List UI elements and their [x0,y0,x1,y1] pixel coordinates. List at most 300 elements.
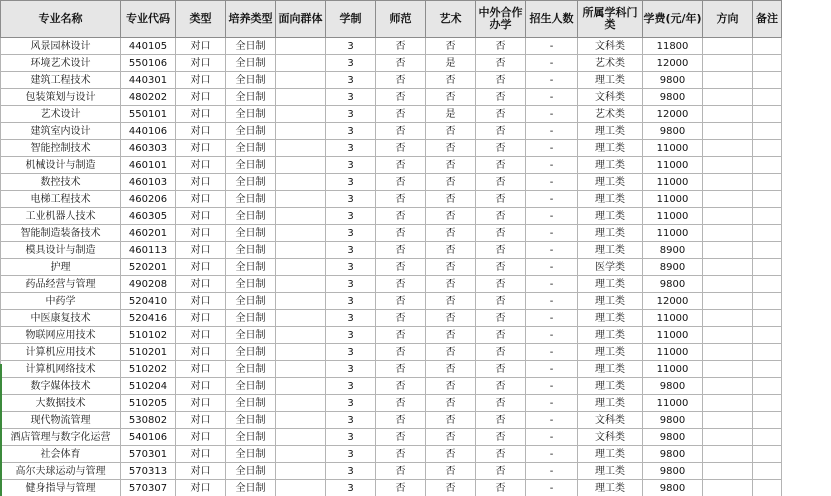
cell-duration[interactable]: 3 [326,344,376,361]
cell-art[interactable]: 否 [426,395,476,412]
cell-target-group[interactable] [276,463,326,480]
cell-tuition[interactable]: 9800 [643,378,703,395]
cell-target-group[interactable] [276,38,326,55]
cell-duration[interactable]: 3 [326,89,376,106]
cell-discipline[interactable]: 理工类 [578,242,643,259]
cell-enrollment-count[interactable]: - [526,310,578,327]
cell-type[interactable]: 对口 [176,191,226,208]
cell-major-name[interactable]: 中药学 [1,293,121,310]
cell-major-code[interactable]: 510202 [121,361,176,378]
cell-type[interactable]: 对口 [176,429,226,446]
cell-enrollment-count[interactable]: - [526,174,578,191]
cell-art[interactable]: 否 [426,276,476,293]
cell-major-code[interactable]: 460113 [121,242,176,259]
cell-direction[interactable] [703,361,753,378]
cell-sino-foreign[interactable]: 否 [476,225,526,242]
cell-sino-foreign[interactable]: 否 [476,55,526,72]
cell-sino-foreign[interactable]: 否 [476,38,526,55]
cell-art[interactable]: 否 [426,344,476,361]
cell-normal-school[interactable]: 否 [376,480,426,496]
cell-major-code[interactable]: 530802 [121,412,176,429]
cell-sino-foreign[interactable]: 否 [476,191,526,208]
cell-remarks[interactable] [753,310,782,327]
cell-duration[interactable]: 3 [326,259,376,276]
cell-discipline[interactable]: 理工类 [578,191,643,208]
cell-target-group[interactable] [276,174,326,191]
cell-tuition[interactable]: 11000 [643,361,703,378]
cell-remarks[interactable] [753,38,782,55]
column-header-enrollment-count[interactable]: 招生人数 [526,1,578,38]
cell-type[interactable]: 对口 [176,242,226,259]
cell-enrollment-count[interactable]: - [526,140,578,157]
cell-sino-foreign[interactable]: 否 [476,174,526,191]
cell-discipline[interactable]: 理工类 [578,480,643,496]
cell-major-name[interactable]: 机械设计与制造 [1,157,121,174]
cell-duration[interactable]: 3 [326,327,376,344]
cell-remarks[interactable] [753,361,782,378]
cell-discipline[interactable]: 理工类 [578,140,643,157]
cell-direction[interactable] [703,344,753,361]
cell-discipline[interactable]: 文科类 [578,38,643,55]
cell-target-group[interactable] [276,55,326,72]
cell-art[interactable]: 否 [426,327,476,344]
cell-direction[interactable] [703,55,753,72]
column-header-duration[interactable]: 学制 [326,1,376,38]
cell-target-group[interactable] [276,276,326,293]
cell-direction[interactable] [703,293,753,310]
cell-duration[interactable]: 3 [326,225,376,242]
cell-type[interactable]: 对口 [176,310,226,327]
column-header-major-code[interactable]: 专业代码 [121,1,176,38]
column-header-sino-foreign[interactable]: 中外合作办学 [476,1,526,38]
column-header-type[interactable]: 类型 [176,1,226,38]
cell-tuition[interactable]: 11000 [643,140,703,157]
cell-major-code[interactable]: 510204 [121,378,176,395]
cell-training-type[interactable]: 全日制 [226,157,276,174]
cell-major-code[interactable]: 510205 [121,395,176,412]
cell-enrollment-count[interactable]: - [526,327,578,344]
cell-discipline[interactable]: 理工类 [578,157,643,174]
cell-training-type[interactable]: 全日制 [226,378,276,395]
cell-sino-foreign[interactable]: 否 [476,208,526,225]
column-header-normal-school[interactable]: 师范 [376,1,426,38]
cell-discipline[interactable]: 艺术类 [578,55,643,72]
cell-major-code[interactable]: 510201 [121,344,176,361]
cell-sino-foreign[interactable]: 否 [476,157,526,174]
column-header-target-group[interactable]: 面向群体 [276,1,326,38]
cell-direction[interactable] [703,106,753,123]
cell-discipline[interactable]: 理工类 [578,123,643,140]
cell-normal-school[interactable]: 否 [376,242,426,259]
cell-training-type[interactable]: 全日制 [226,259,276,276]
cell-major-code[interactable]: 440301 [121,72,176,89]
cell-remarks[interactable] [753,89,782,106]
cell-art[interactable]: 是 [426,106,476,123]
cell-training-type[interactable]: 全日制 [226,242,276,259]
cell-type[interactable]: 对口 [176,72,226,89]
cell-enrollment-count[interactable]: - [526,157,578,174]
cell-remarks[interactable] [753,140,782,157]
cell-sino-foreign[interactable]: 否 [476,446,526,463]
cell-duration[interactable]: 3 [326,276,376,293]
cell-target-group[interactable] [276,395,326,412]
cell-normal-school[interactable]: 否 [376,208,426,225]
cell-tuition[interactable]: 11000 [643,395,703,412]
cell-tuition[interactable]: 11000 [643,191,703,208]
cell-tuition[interactable]: 9800 [643,123,703,140]
cell-normal-school[interactable]: 否 [376,412,426,429]
cell-enrollment-count[interactable]: - [526,463,578,480]
cell-tuition[interactable]: 12000 [643,293,703,310]
cell-discipline[interactable]: 理工类 [578,174,643,191]
cell-target-group[interactable] [276,480,326,496]
cell-discipline[interactable]: 理工类 [578,72,643,89]
cell-major-name[interactable]: 包装策划与设计 [1,89,121,106]
cell-duration[interactable]: 3 [326,208,376,225]
cell-major-code[interactable]: 460305 [121,208,176,225]
cell-duration[interactable]: 3 [326,293,376,310]
cell-discipline[interactable]: 文科类 [578,412,643,429]
cell-normal-school[interactable]: 否 [376,463,426,480]
cell-remarks[interactable] [753,157,782,174]
column-header-direction[interactable]: 方向 [703,1,753,38]
cell-normal-school[interactable]: 否 [376,174,426,191]
cell-sino-foreign[interactable]: 否 [476,412,526,429]
cell-major-name[interactable]: 酒店管理与数字化运营 [1,429,121,446]
cell-training-type[interactable]: 全日制 [226,89,276,106]
cell-art[interactable]: 否 [426,429,476,446]
cell-remarks[interactable] [753,106,782,123]
cell-type[interactable]: 对口 [176,480,226,496]
cell-direction[interactable] [703,276,753,293]
cell-type[interactable]: 对口 [176,412,226,429]
cell-tuition[interactable]: 11000 [643,208,703,225]
cell-major-name[interactable]: 建筑工程技术 [1,72,121,89]
cell-major-code[interactable]: 520416 [121,310,176,327]
cell-remarks[interactable] [753,55,782,72]
cell-direction[interactable] [703,259,753,276]
cell-remarks[interactable] [753,259,782,276]
cell-sino-foreign[interactable]: 否 [476,276,526,293]
cell-type[interactable]: 对口 [176,293,226,310]
cell-training-type[interactable]: 全日制 [226,208,276,225]
cell-target-group[interactable] [276,191,326,208]
cell-art[interactable]: 否 [426,174,476,191]
cell-duration[interactable]: 3 [326,72,376,89]
cell-type[interactable]: 对口 [176,106,226,123]
cell-target-group[interactable] [276,72,326,89]
cell-target-group[interactable] [276,446,326,463]
cell-major-code[interactable]: 460201 [121,225,176,242]
cell-training-type[interactable]: 全日制 [226,446,276,463]
cell-major-name[interactable]: 模具设计与制造 [1,242,121,259]
cell-enrollment-count[interactable]: - [526,208,578,225]
cell-type[interactable]: 对口 [176,361,226,378]
cell-remarks[interactable] [753,123,782,140]
cell-art[interactable]: 否 [426,140,476,157]
cell-major-name[interactable]: 计算机网络技术 [1,361,121,378]
cell-major-code[interactable]: 460103 [121,174,176,191]
cell-major-code[interactable]: 570313 [121,463,176,480]
cell-direction[interactable] [703,38,753,55]
cell-major-code[interactable]: 570301 [121,446,176,463]
cell-training-type[interactable]: 全日制 [226,395,276,412]
cell-direction[interactable] [703,378,753,395]
cell-normal-school[interactable]: 否 [376,378,426,395]
cell-major-name[interactable]: 环境艺术设计 [1,55,121,72]
cell-target-group[interactable] [276,123,326,140]
cell-training-type[interactable]: 全日制 [226,123,276,140]
cell-art[interactable]: 否 [426,225,476,242]
cell-discipline[interactable]: 文科类 [578,429,643,446]
cell-enrollment-count[interactable]: - [526,293,578,310]
cell-sino-foreign[interactable]: 否 [476,106,526,123]
cell-training-type[interactable]: 全日制 [226,344,276,361]
cell-tuition[interactable]: 9800 [643,446,703,463]
cell-major-name[interactable]: 电梯工程技术 [1,191,121,208]
cell-normal-school[interactable]: 否 [376,72,426,89]
cell-major-name[interactable]: 智能制造装备技术 [1,225,121,242]
cell-remarks[interactable] [753,480,782,496]
cell-remarks[interactable] [753,463,782,480]
cell-target-group[interactable] [276,361,326,378]
cell-art[interactable]: 否 [426,89,476,106]
cell-remarks[interactable] [753,446,782,463]
cell-direction[interactable] [703,191,753,208]
cell-training-type[interactable]: 全日制 [226,72,276,89]
cell-major-name[interactable]: 数字媒体技术 [1,378,121,395]
cell-training-type[interactable]: 全日制 [226,412,276,429]
cell-enrollment-count[interactable]: - [526,225,578,242]
cell-art[interactable]: 否 [426,446,476,463]
cell-tuition[interactable]: 9800 [643,480,703,496]
cell-sino-foreign[interactable]: 否 [476,344,526,361]
column-header-art[interactable]: 艺术 [426,1,476,38]
cell-normal-school[interactable]: 否 [376,225,426,242]
cell-normal-school[interactable]: 否 [376,140,426,157]
column-header-training-type[interactable]: 培养类型 [226,1,276,38]
cell-enrollment-count[interactable]: - [526,191,578,208]
cell-major-name[interactable]: 大数据技术 [1,395,121,412]
cell-remarks[interactable] [753,208,782,225]
cell-direction[interactable] [703,480,753,496]
cell-type[interactable]: 对口 [176,378,226,395]
cell-remarks[interactable] [753,412,782,429]
cell-duration[interactable]: 3 [326,106,376,123]
cell-duration[interactable]: 3 [326,55,376,72]
cell-discipline[interactable]: 理工类 [578,276,643,293]
cell-direction[interactable] [703,72,753,89]
cell-normal-school[interactable]: 否 [376,157,426,174]
cell-sino-foreign[interactable]: 否 [476,89,526,106]
cell-sino-foreign[interactable]: 否 [476,259,526,276]
cell-sino-foreign[interactable]: 否 [476,480,526,496]
cell-duration[interactable]: 3 [326,310,376,327]
cell-duration[interactable]: 3 [326,191,376,208]
cell-art[interactable]: 否 [426,38,476,55]
cell-target-group[interactable] [276,344,326,361]
cell-discipline[interactable]: 理工类 [578,225,643,242]
cell-major-name[interactable]: 物联网应用技术 [1,327,121,344]
cell-direction[interactable] [703,310,753,327]
cell-normal-school[interactable]: 否 [376,89,426,106]
cell-tuition[interactable]: 9800 [643,72,703,89]
cell-duration[interactable]: 3 [326,242,376,259]
cell-major-name[interactable]: 数控技术 [1,174,121,191]
cell-enrollment-count[interactable]: - [526,378,578,395]
cell-direction[interactable] [703,123,753,140]
cell-tuition[interactable]: 11000 [643,310,703,327]
cell-type[interactable]: 对口 [176,463,226,480]
cell-art[interactable]: 是 [426,55,476,72]
cell-sino-foreign[interactable]: 否 [476,327,526,344]
cell-duration[interactable]: 3 [326,480,376,496]
cell-art[interactable]: 否 [426,157,476,174]
cell-art[interactable]: 否 [426,310,476,327]
cell-sino-foreign[interactable]: 否 [476,395,526,412]
cell-enrollment-count[interactable]: - [526,242,578,259]
cell-target-group[interactable] [276,157,326,174]
cell-type[interactable]: 对口 [176,157,226,174]
cell-type[interactable]: 对口 [176,55,226,72]
cell-type[interactable]: 对口 [176,225,226,242]
cell-duration[interactable]: 3 [326,395,376,412]
cell-sino-foreign[interactable]: 否 [476,293,526,310]
cell-discipline[interactable]: 理工类 [578,208,643,225]
cell-tuition[interactable]: 12000 [643,106,703,123]
cell-major-code[interactable]: 480202 [121,89,176,106]
cell-direction[interactable] [703,412,753,429]
cell-remarks[interactable] [753,225,782,242]
cell-direction[interactable] [703,174,753,191]
cell-tuition[interactable]: 11000 [643,327,703,344]
cell-duration[interactable]: 3 [326,140,376,157]
cell-major-code[interactable]: 550101 [121,106,176,123]
cell-enrollment-count[interactable]: - [526,276,578,293]
cell-direction[interactable] [703,429,753,446]
cell-enrollment-count[interactable]: - [526,72,578,89]
cell-direction[interactable] [703,140,753,157]
cell-art[interactable]: 否 [426,72,476,89]
cell-enrollment-count[interactable]: - [526,412,578,429]
cell-tuition[interactable]: 9800 [643,412,703,429]
cell-tuition[interactable]: 12000 [643,55,703,72]
cell-remarks[interactable] [753,429,782,446]
cell-sino-foreign[interactable]: 否 [476,378,526,395]
cell-major-code[interactable]: 490208 [121,276,176,293]
cell-normal-school[interactable]: 否 [376,55,426,72]
cell-art[interactable]: 否 [426,123,476,140]
cell-major-name[interactable]: 中医康复技术 [1,310,121,327]
cell-normal-school[interactable]: 否 [376,446,426,463]
cell-type[interactable]: 对口 [176,140,226,157]
cell-major-code[interactable]: 550106 [121,55,176,72]
cell-major-name[interactable]: 建筑室内设计 [1,123,121,140]
cell-direction[interactable] [703,395,753,412]
cell-discipline[interactable]: 理工类 [578,344,643,361]
cell-remarks[interactable] [753,191,782,208]
cell-enrollment-count[interactable]: - [526,446,578,463]
cell-direction[interactable] [703,242,753,259]
cell-target-group[interactable] [276,293,326,310]
cell-normal-school[interactable]: 否 [376,344,426,361]
cell-direction[interactable] [703,157,753,174]
cell-major-name[interactable]: 智能控制技术 [1,140,121,157]
cell-art[interactable]: 否 [426,191,476,208]
cell-training-type[interactable]: 全日制 [226,310,276,327]
cell-duration[interactable]: 3 [326,463,376,480]
cell-target-group[interactable] [276,310,326,327]
cell-major-name[interactable]: 风景园林设计 [1,38,121,55]
cell-enrollment-count[interactable]: - [526,361,578,378]
cell-discipline[interactable]: 理工类 [578,395,643,412]
cell-type[interactable]: 对口 [176,327,226,344]
cell-tuition[interactable]: 11000 [643,157,703,174]
cell-major-code[interactable]: 570307 [121,480,176,496]
cell-discipline[interactable]: 医学类 [578,259,643,276]
cell-duration[interactable]: 3 [326,174,376,191]
cell-sino-foreign[interactable]: 否 [476,463,526,480]
cell-type[interactable]: 对口 [176,344,226,361]
column-header-major-name[interactable]: 专业名称 [1,1,121,38]
cell-major-code[interactable]: 510102 [121,327,176,344]
cell-art[interactable]: 否 [426,242,476,259]
cell-duration[interactable]: 3 [326,123,376,140]
cell-training-type[interactable]: 全日制 [226,293,276,310]
cell-discipline[interactable]: 艺术类 [578,106,643,123]
cell-major-name[interactable]: 艺术设计 [1,106,121,123]
cell-discipline[interactable]: 理工类 [578,293,643,310]
cell-duration[interactable]: 3 [326,378,376,395]
cell-training-type[interactable]: 全日制 [226,191,276,208]
cell-type[interactable]: 对口 [176,174,226,191]
cell-duration[interactable]: 3 [326,38,376,55]
cell-major-name[interactable]: 现代物流管理 [1,412,121,429]
cell-remarks[interactable] [753,395,782,412]
cell-target-group[interactable] [276,259,326,276]
cell-duration[interactable]: 3 [326,429,376,446]
cell-duration[interactable]: 3 [326,361,376,378]
cell-normal-school[interactable]: 否 [376,276,426,293]
cell-sino-foreign[interactable]: 否 [476,310,526,327]
cell-remarks[interactable] [753,327,782,344]
cell-enrollment-count[interactable]: - [526,395,578,412]
cell-target-group[interactable] [276,242,326,259]
cell-training-type[interactable]: 全日制 [226,106,276,123]
cell-training-type[interactable]: 全日制 [226,480,276,496]
cell-major-name[interactable]: 工业机器人技术 [1,208,121,225]
cell-type[interactable]: 对口 [176,89,226,106]
cell-direction[interactable] [703,225,753,242]
cell-tuition[interactable]: 11000 [643,174,703,191]
cell-enrollment-count[interactable]: - [526,429,578,446]
cell-direction[interactable] [703,327,753,344]
cell-major-code[interactable]: 460101 [121,157,176,174]
cell-duration[interactable]: 3 [326,412,376,429]
cell-target-group[interactable] [276,327,326,344]
cell-major-code[interactable]: 540106 [121,429,176,446]
cell-major-name[interactable]: 计算机应用技术 [1,344,121,361]
column-header-remarks[interactable]: 备注 [753,1,782,38]
cell-type[interactable]: 对口 [176,259,226,276]
cell-discipline[interactable]: 文科类 [578,89,643,106]
cell-discipline[interactable]: 理工类 [578,361,643,378]
cell-tuition[interactable]: 8900 [643,259,703,276]
cell-normal-school[interactable]: 否 [376,395,426,412]
cell-enrollment-count[interactable]: - [526,344,578,361]
cell-target-group[interactable] [276,378,326,395]
cell-direction[interactable] [703,446,753,463]
